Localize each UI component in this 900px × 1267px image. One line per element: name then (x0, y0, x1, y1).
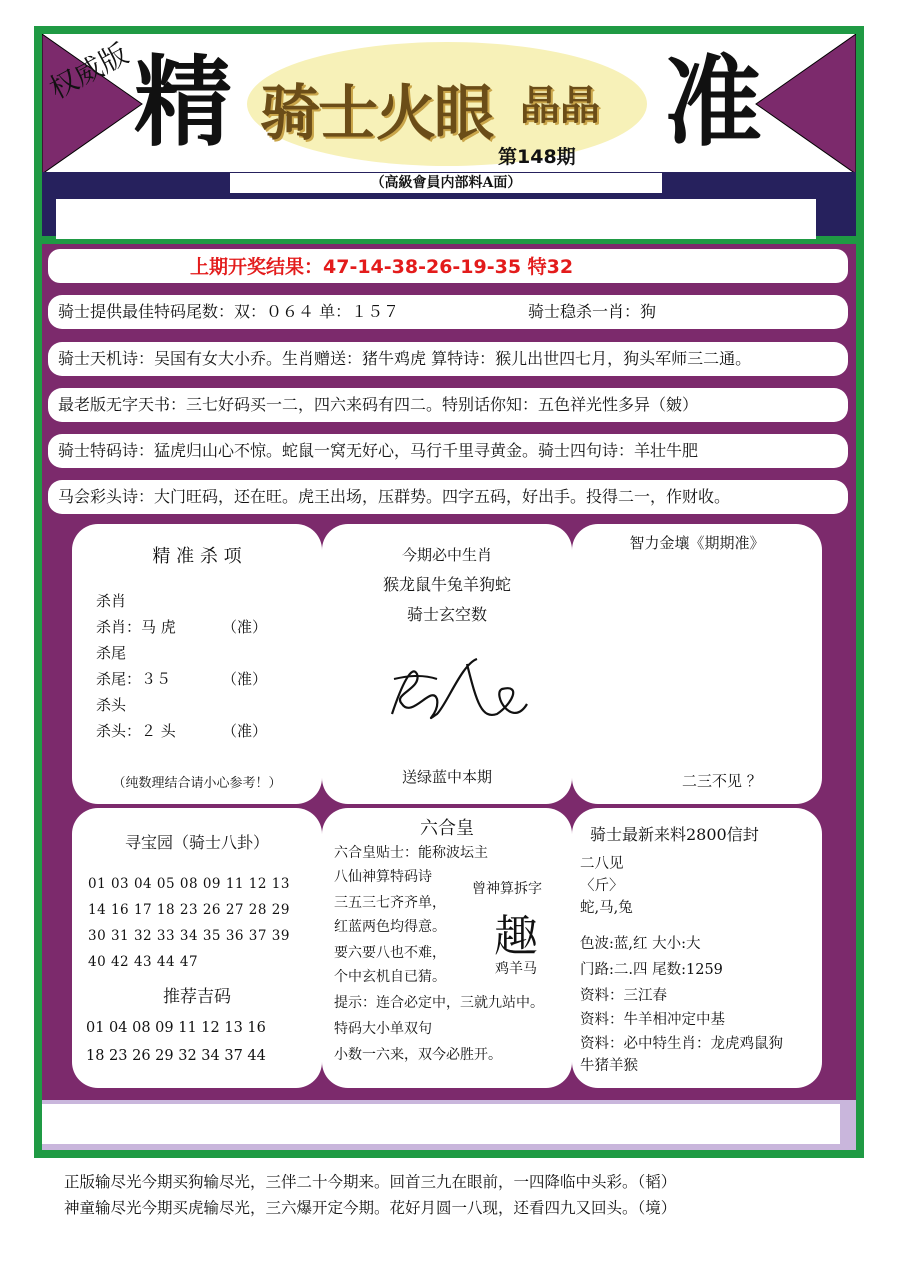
envelope-line-7: 资料：三江春 (580, 988, 667, 1004)
tip-row-1-extra: 骑士稳杀一肖：狗 (528, 302, 657, 321)
liuhe-line-1: 六合皇贴士：能称波坛主 (334, 845, 488, 861)
kill-panel (72, 524, 322, 804)
subtitle: （高級會員内部料A面） (230, 173, 662, 193)
zodiac-panel-line-1: 今期必中生肖 (401, 546, 492, 564)
kill-tail-label: 杀尾 (96, 644, 127, 662)
recommended-numbers-1: 01 04 08 09 11 12 13 16 (86, 1020, 266, 1036)
liuhe-line-3: 三五三七齐齐单， (334, 895, 446, 911)
liuhe-line-4: 红蓝两色均得意。 (334, 919, 446, 935)
envelope-line-9: 资料：必中特生肖：龙虎鸡鼠狗 (580, 1036, 783, 1052)
kill-head-tag: （准） (222, 722, 268, 740)
envelope-line-1: 二八见 (580, 856, 624, 872)
kill-panel-note: （纯数理结合请小心参考！） (112, 776, 282, 791)
split-character-zodiac: 鸡羊马 (495, 961, 537, 977)
treasure-numbers-4: 40 42 43 44 47 (88, 954, 199, 970)
tip-row-5-text: 马会彩头诗：大门旺码，还在旺。虎王出场，压群势。四字五码，好出手。投得二一，作财收。 (58, 487, 731, 506)
envelope-line-5: 色波:蓝,红 大小:大 (580, 936, 701, 952)
kill-tail-value: 杀尾：３５ (96, 670, 172, 688)
kill-zodiac-label: 杀肖 (96, 592, 127, 610)
tip-row-5 (48, 480, 848, 514)
split-character: 趣 (494, 911, 538, 962)
tip-row-2-text: 骑士天机诗：吴国有女大小乔。生肖赠送：猪牛鸡虎 算特诗：猴儿出世四七月，狗头军师三二通。 (58, 349, 752, 368)
envelope-panel-title: 骑士最新来料2800信封 (590, 825, 759, 844)
title-left-char: 精 (134, 46, 233, 160)
split-character-title: 曾神算拆字 (472, 881, 542, 897)
tip-row-1-text: 骑士提供最佳特码尾数：双：０６４ 单：１５７ (58, 302, 400, 321)
kill-head-label: 杀头 (96, 696, 127, 714)
treasure-numbers-3: 30 31 32 33 34 35 36 37 39 (88, 928, 290, 944)
handwritten-signature (382, 644, 532, 734)
zodiac-panel-line-4: 送绿蓝中本期 (401, 768, 492, 786)
tip-row-1 (48, 295, 848, 329)
envelope-panel (572, 808, 822, 1088)
treasure-panel (72, 808, 322, 1088)
bottom-blank-banner (42, 1104, 840, 1144)
recommended-title: 推荐吉码 (163, 987, 231, 1007)
brand-title-small: 晶晶 (520, 83, 600, 129)
liuhe-panel-title: 六合皇 (420, 818, 474, 839)
kill-zodiac-tag: （准） (222, 618, 268, 636)
blank-banner (56, 199, 816, 239)
envelope-line-3: 蛇,马,兔 (580, 900, 633, 916)
footer-line-2: 神童输尽光今期买虎输尽光，三六爆开定今期。花好月圆一八现，还看四九又回头。（境） (64, 1199, 677, 1217)
kill-head-value: 杀头：２ 头 (96, 722, 176, 740)
title-right-char: 准 (664, 46, 763, 160)
kill-panel-title: 精 准 杀 项 (152, 546, 242, 567)
liuhe-line-8: 特码大小单双句 (334, 1021, 432, 1037)
brand-title: 骑士火眼 (260, 79, 492, 149)
envelope-line-10: 牛猪羊猴 (580, 1058, 638, 1074)
envelope-line-8: 资料：牛羊相冲定中基 (580, 1012, 725, 1028)
tip-row-4 (48, 434, 848, 468)
liuhe-line-2: 八仙神算特码诗 (334, 869, 432, 885)
recommended-numbers-2: 18 23 26 29 32 34 37 44 (86, 1048, 266, 1064)
kill-zodiac-value: 杀肖：马 虎 (96, 618, 176, 636)
liuhe-line-7: 提示：连合必定中，三就九站中。 (334, 995, 544, 1011)
kill-tail-tag: （准） (222, 670, 268, 688)
footer-line-1: 正版输尽光今期买狗输尽光，三伴二十今期来。回首三九在眼前，一四降临中头彩。（韬） (64, 1173, 677, 1191)
envelope-line-6: 门路:二.四 尾数:1259 (580, 962, 723, 978)
tip-row-3-text: 最老版无字天书：三七好码买一二，四六来码有四二。特别话你知：五色祥光性多异（皴） (58, 395, 699, 414)
masthead (42, 34, 856, 174)
zodiac-panel-line-3: 骑士玄空数 (406, 605, 487, 624)
previous-result: 上期开奖结果：47-14-38-26-19-35 特32 (190, 256, 574, 278)
wisdom-panel-title: 智力金壤《期期准》 (629, 534, 765, 552)
treasure-panel-title: 寻宝园（骑士八卦） (124, 833, 269, 852)
liuhe-line-5: 要六要八也不难， (334, 945, 446, 961)
wisdom-panel (572, 524, 822, 804)
wisdom-panel-bottom: 二三不见 ？ (682, 772, 762, 790)
liuhe-line-6: 个中玄机自已猜。 (334, 969, 446, 985)
zodiac-panel-line-2: 猴龙鼠牛兔羊狗蛇 (382, 575, 511, 594)
treasure-numbers-2: 14 16 17 18 23 26 27 28 29 (88, 902, 290, 918)
liuhe-panel (322, 808, 572, 1088)
treasure-numbers-1: 01 03 04 05 08 09 11 12 13 (88, 876, 290, 892)
zodiac-panel (322, 524, 572, 804)
tip-row-2 (48, 342, 848, 376)
tip-row-4-text: 骑士特码诗：猛虎归山心不惊。蛇鼠一窝无好心，马行千里寻黄金。骑士四句诗：羊壮牛肥 (58, 441, 699, 460)
edition-label: 权威版 (43, 37, 134, 106)
envelope-line-2: 〈斤〉 (580, 878, 624, 894)
liuhe-line-9: 小数一六来，双今必胜开。 (334, 1047, 502, 1063)
issue-number: 第148期 (498, 146, 576, 168)
tip-row-3 (48, 388, 848, 422)
